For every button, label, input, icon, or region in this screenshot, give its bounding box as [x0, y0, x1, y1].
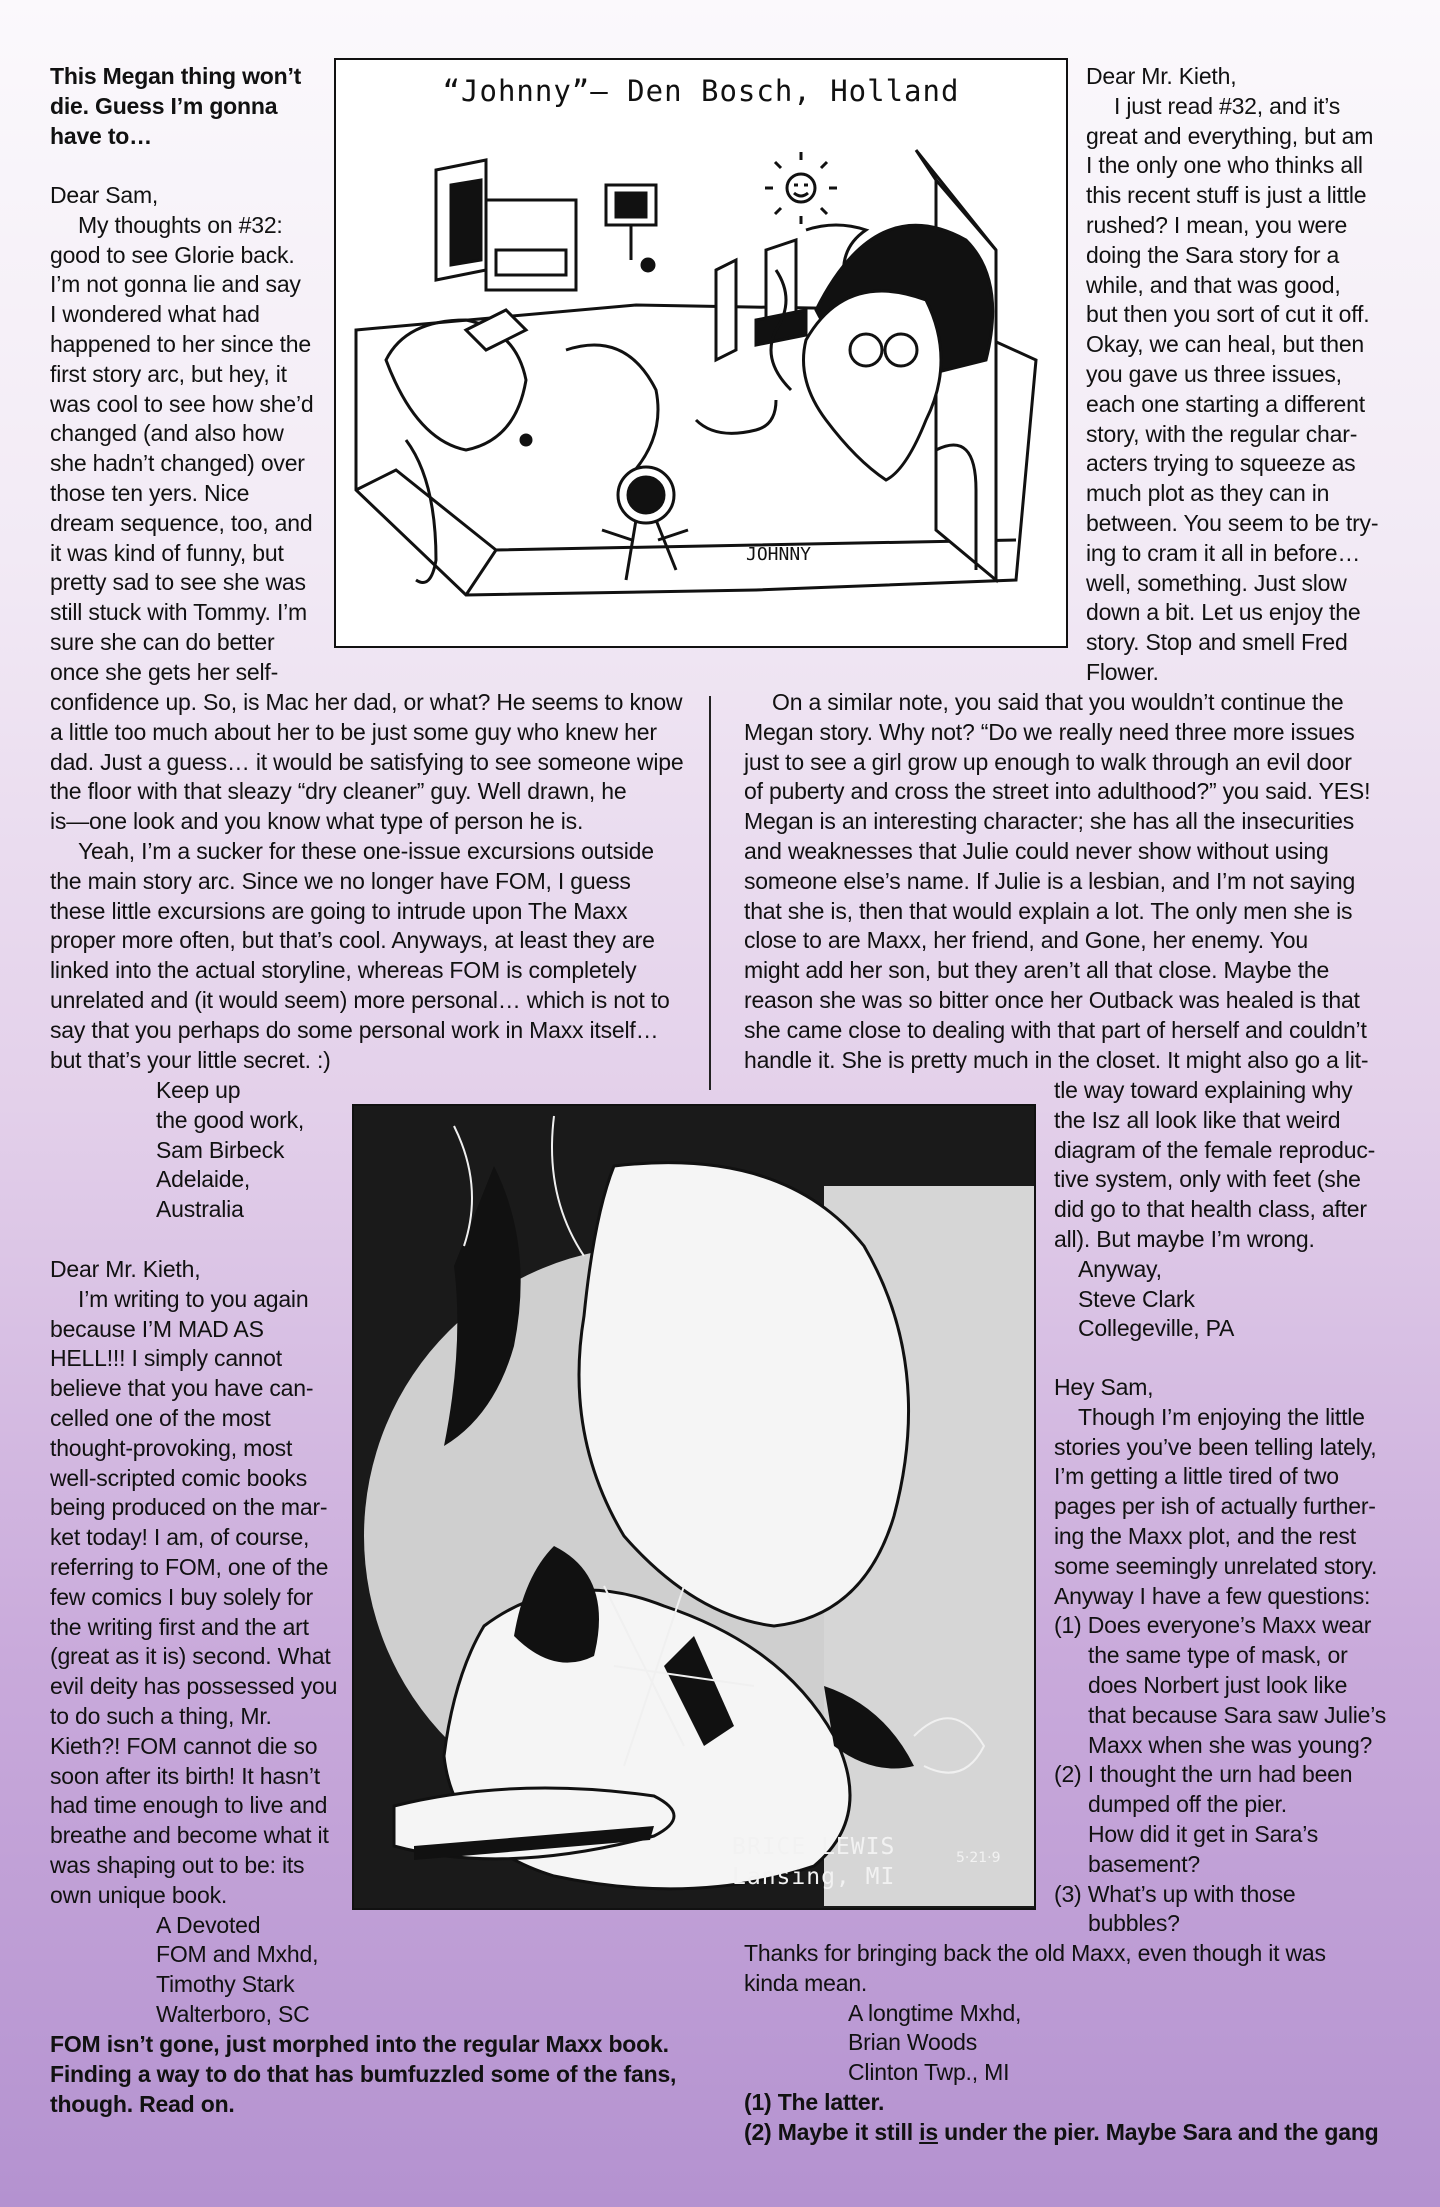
letter-brian-woods-close — [744, 1939, 1326, 2088]
text-line: Dear Sam, — [50, 182, 159, 208]
text-line: great and everything, but am — [1086, 122, 1374, 149]
text-line: I’m not gonna lie and say — [50, 271, 301, 298]
text-line: Dear Mr. Kieth, — [1086, 63, 1237, 89]
text-line: dumped off the pier. — [1088, 1791, 1287, 1818]
text-line: celled one of the most — [50, 1404, 271, 1431]
text-line: pretty sad to see she was — [50, 569, 306, 596]
text-line: acters trying to squeeze as — [1086, 450, 1356, 477]
text-line: A longtime Mxhd, — [848, 1999, 1022, 2026]
text-line: Flower. — [1086, 658, 1159, 685]
text-line: Finding a way to do that has bumfuzzled some of the fans, — [50, 2060, 677, 2087]
text-line: FOM and Mxhd, — [156, 1941, 319, 1968]
text-line: (1) The latter. — [744, 2089, 885, 2115]
text-line: all). But maybe I’m wrong. — [1054, 1225, 1315, 1252]
text-line: was shaping out to be: its — [50, 1851, 305, 1878]
artist-location: Lansing, MI — [732, 1864, 896, 1890]
text-line: breathe and become what it — [50, 1822, 329, 1849]
fan-art-brice-lewis-credit — [732, 1832, 895, 1892]
text-line: Okay, we can heal, but then — [1086, 331, 1365, 358]
text-line: someone else’s name. If Julie is a lesbian, and I’m not saying — [744, 867, 1356, 894]
text-line: ket today! I am, of course, — [50, 1524, 310, 1551]
text-line: Anyway, — [1078, 1255, 1162, 1282]
text-line: while, and that was good, — [1086, 271, 1341, 298]
text-line: ing to cram it all in before… — [1086, 539, 1361, 566]
letter-steve-clark-top — [1086, 62, 1378, 688]
text-line: Thanks for bringing back the old Maxx, even though it was — [744, 1940, 1326, 1966]
text-line: die. Guess I’m gonna — [50, 92, 278, 119]
letter-sam-birbeck-wide — [50, 688, 683, 1075]
text-line: stories you’ve been telling lately, — [1054, 1433, 1377, 1460]
text-line: the same type of mask, or — [1088, 1642, 1348, 1669]
text-line: HELL!!! I simply cannot — [50, 1345, 282, 1372]
text-line: some seemingly unrelated story. — [1054, 1552, 1378, 1579]
text-line: rushed? I mean, you were — [1086, 211, 1348, 238]
text-line: Collegeville, PA — [1078, 1315, 1235, 1342]
column-divider — [709, 696, 711, 1090]
text-line: Adelaide, — [156, 1166, 251, 1193]
text-line: thought-provoking, most — [50, 1434, 293, 1461]
text-line: (2) Maybe it still is under the pier. Maybe Sara and the gang — [744, 2118, 1379, 2145]
text-line: On a similar note, you said that you wouldn’t continue the — [772, 689, 1344, 715]
text-line: reason she was so bitter once her Outback was healed is that — [744, 986, 1360, 1013]
text-line: of puberty and cross the street into adulthood?” you said. YES! — [744, 778, 1371, 805]
art-date: 5·21·9 — [956, 1850, 1001, 1866]
fan-art-johnny-caption: “Johnny”– Den Bosch, Holland — [442, 74, 960, 108]
letter-timothy-stark — [50, 1255, 337, 2030]
text-line: might add her son, but they aren’t all that close. Maybe the — [744, 957, 1330, 984]
text-line: bubbles? — [1088, 1910, 1180, 1937]
text-line: Clinton Twp., MI — [848, 2059, 1010, 2086]
text-line: Australia — [156, 1196, 244, 1223]
text-line: sure she can do better — [50, 628, 275, 655]
text-line: Steve Clark — [1078, 1285, 1195, 1312]
text-line: How did it get in Sara’s — [1088, 1820, 1319, 1847]
text-line: Anyway I have a few questions: — [1054, 1582, 1371, 1609]
text-line: story, with the regular char- — [1086, 420, 1358, 447]
text-line: My thoughts on #32: — [78, 211, 283, 238]
text-line: well, something. Just slow — [1086, 569, 1347, 596]
text-line: was cool to see how she’d — [50, 390, 314, 417]
text-line: close to are Maxx, her friend, and Gone, her enemy. You — [744, 927, 1308, 954]
letter-steve-clark-wide — [744, 688, 1370, 1075]
text-line: ing the Maxx plot, and the rest — [1054, 1522, 1356, 1549]
text-line: being produced on the mar- — [50, 1494, 328, 1521]
text-line: Yeah, I’m a sucker for these one-issue excursions outside — [78, 837, 654, 864]
brice-lewis-drawing — [354, 1106, 1034, 1908]
text-line: This Megan thing won’t — [50, 63, 302, 89]
fan-art-johnny — [334, 58, 1068, 648]
text-line: tive system, only with feet (she — [1054, 1166, 1361, 1193]
text-line: but then you sort of cut it off. — [1086, 301, 1370, 328]
johnny-signature: JOHNNY — [746, 544, 812, 565]
text-line: referring to FOM, one of the — [50, 1553, 329, 1580]
text-line: pages per ish of actually further- — [1054, 1493, 1376, 1520]
letter-steve-clark-narrow — [1054, 1076, 1375, 1344]
text-line: this recent stuff is just a little — [1086, 182, 1367, 209]
text-line: Kieth?! FOM cannot die so — [50, 1732, 318, 1759]
text-line: kinda mean. — [744, 1969, 868, 1996]
artist-name: BRICE LEWIS — [732, 1834, 896, 1860]
editor-intro — [50, 62, 301, 151]
text-line: because I’M MAD AS — [50, 1315, 264, 1342]
text-line: diagram of the female reproduc- — [1054, 1136, 1376, 1163]
text-line: had time enough to live and — [50, 1792, 328, 1819]
question-3: (3) What’s up with those — [1054, 1880, 1296, 1907]
text-line: those ten yers. Nice — [50, 479, 250, 506]
text-line: still stuck with Tommy. I’m — [50, 599, 307, 626]
text-line: down a bit. Let us enjoy the — [1086, 599, 1361, 626]
text-line: first story arc, but hey, it — [50, 360, 287, 387]
text-line: each one starting a different — [1086, 390, 1365, 417]
text-line: good to see Glorie back. — [50, 241, 295, 268]
text-line: happened to her since the — [50, 330, 311, 357]
question-2: (2) I thought the urn had been — [1054, 1761, 1353, 1788]
text-line: story. Stop and smell Fred — [1086, 629, 1348, 656]
text-line: proper more often, but that’s cool. Anyways, at least they are — [50, 927, 655, 954]
text-line: these little excursions are going to intrude upon The Maxx — [50, 897, 628, 924]
text-line: tle way toward explaining why — [1054, 1077, 1353, 1103]
text-line: dad. Just a guess… it would be satisfying to see someone wipe — [50, 748, 684, 775]
text-line: confidence up. So, is Mac her dad, or what? He seems to know — [50, 689, 683, 715]
text-line: the floor with that sleazy “dry cleaner” guy. Well drawn, he — [50, 778, 627, 805]
text-line: evil deity has possessed you — [50, 1673, 338, 1700]
text-line: Megan is an interesting character; she has all the insecurities — [744, 808, 1355, 835]
text-line: A Devoted — [156, 1911, 261, 1938]
text-line: I wondered what had — [50, 301, 260, 328]
fan-art-brice-lewis — [352, 1104, 1036, 1910]
text-line: Megan story. Why not? “Do we really need three more issues — [744, 718, 1355, 745]
text-line: doing the Sara story for a — [1086, 241, 1340, 268]
editor-reply-fom — [50, 2030, 676, 2119]
letter-sam-birbeck-top — [50, 181, 314, 688]
text-line: to do such a thing, Mr. — [50, 1702, 272, 1729]
letter-brian-woods — [1054, 1373, 1386, 1939]
text-line: you gave us three issues, — [1086, 360, 1342, 387]
text-line: basement? — [1088, 1850, 1200, 1877]
text-line: Timothy Stark — [156, 1971, 295, 1998]
text-line: the writing first and the art — [50, 1613, 309, 1640]
text-line: the Isz all look like that weird — [1054, 1106, 1341, 1133]
text-line: I just read #32, and it’s — [1114, 92, 1340, 119]
text-line: well-scripted comic books — [50, 1464, 308, 1491]
johnny-drawing — [336, 60, 1066, 646]
text-line: the main story arc. Since we no longer have FOM, I guess — [50, 867, 631, 894]
text-line: a little too much about her to be just some guy who knew her — [50, 718, 657, 745]
text-line: but that’s your little secret. :) — [50, 1046, 331, 1073]
question-1: (1) Does everyone’s Maxx wear — [1054, 1612, 1372, 1639]
text-line: Dear Mr. Kieth, — [50, 1256, 201, 1282]
text-line: Walterboro, SC — [156, 2000, 310, 2027]
text-line: between. You seem to be try- — [1086, 509, 1379, 536]
text-line: she hadn’t changed) over — [50, 450, 305, 477]
text-line: I’m writing to you again — [78, 1285, 309, 1312]
text-line: Though I’m enjoying the little — [1078, 1403, 1365, 1430]
text-line: though. Read on. — [50, 2090, 235, 2117]
text-line: I the only one who thinks all — [1086, 152, 1363, 179]
text-line: believe that you have can- — [50, 1375, 314, 1402]
editor-reply-answers — [744, 2088, 1379, 2148]
text-line: once she gets her self- — [50, 658, 279, 685]
text-line: handle it. She is pretty much in the closet. It might also go a lit- — [744, 1046, 1369, 1073]
text-line: have to… — [50, 122, 152, 149]
text-line: is—one look and you know what type of person he is. — [50, 808, 584, 835]
text-line: she came close to dealing with that part of herself and couldn’t — [744, 1016, 1367, 1043]
text-line: Hey Sam, — [1054, 1374, 1154, 1400]
text-line: Keep up — [156, 1077, 241, 1103]
text-line: just to see a girl grow up enough to walk through an evil door — [744, 748, 1352, 775]
text-line: few comics I buy solely for — [50, 1583, 314, 1610]
text-line: the good work, — [156, 1106, 305, 1133]
text-line: linked into the actual storyline, whereas FOM is completely — [50, 957, 637, 984]
text-line: I’m getting a little tired of two — [1054, 1463, 1339, 1490]
text-line: it was kind of funny, but — [50, 539, 284, 566]
text-line: soon after its birth! It hasn’t — [50, 1762, 320, 1789]
letter-sam-birbeck-signature — [50, 1076, 304, 1225]
text-line: changed (and also how — [50, 420, 284, 447]
text-line: say that you perhaps do some personal work in Maxx itself… — [50, 1016, 659, 1043]
text-line: that she is, then that would explain a lot. The only men she is — [744, 897, 1353, 924]
text-line: that because Sara saw Julie’s — [1088, 1701, 1387, 1728]
text-line: (great as it is) second. What — [50, 1643, 331, 1670]
text-line: and weaknesses that Julie could never show without using — [744, 837, 1329, 864]
text-line: Sam Birbeck — [156, 1136, 285, 1163]
text-line: FOM isn’t gone, just morphed into the regular Maxx book. — [50, 2031, 669, 2057]
text-line: did go to that health class, after — [1054, 1196, 1367, 1223]
text-line: much plot as they can in — [1086, 480, 1330, 507]
text-line: own unique book. — [50, 1881, 228, 1908]
text-line: does Norbert just look like — [1088, 1671, 1348, 1698]
text-line: Maxx when she was young? — [1088, 1731, 1373, 1758]
text-line: dream sequence, too, and — [50, 509, 313, 536]
text-line: Brian Woods — [848, 2029, 978, 2056]
text-line: unrelated and (it would seem) more personal… which is not to — [50, 986, 670, 1013]
